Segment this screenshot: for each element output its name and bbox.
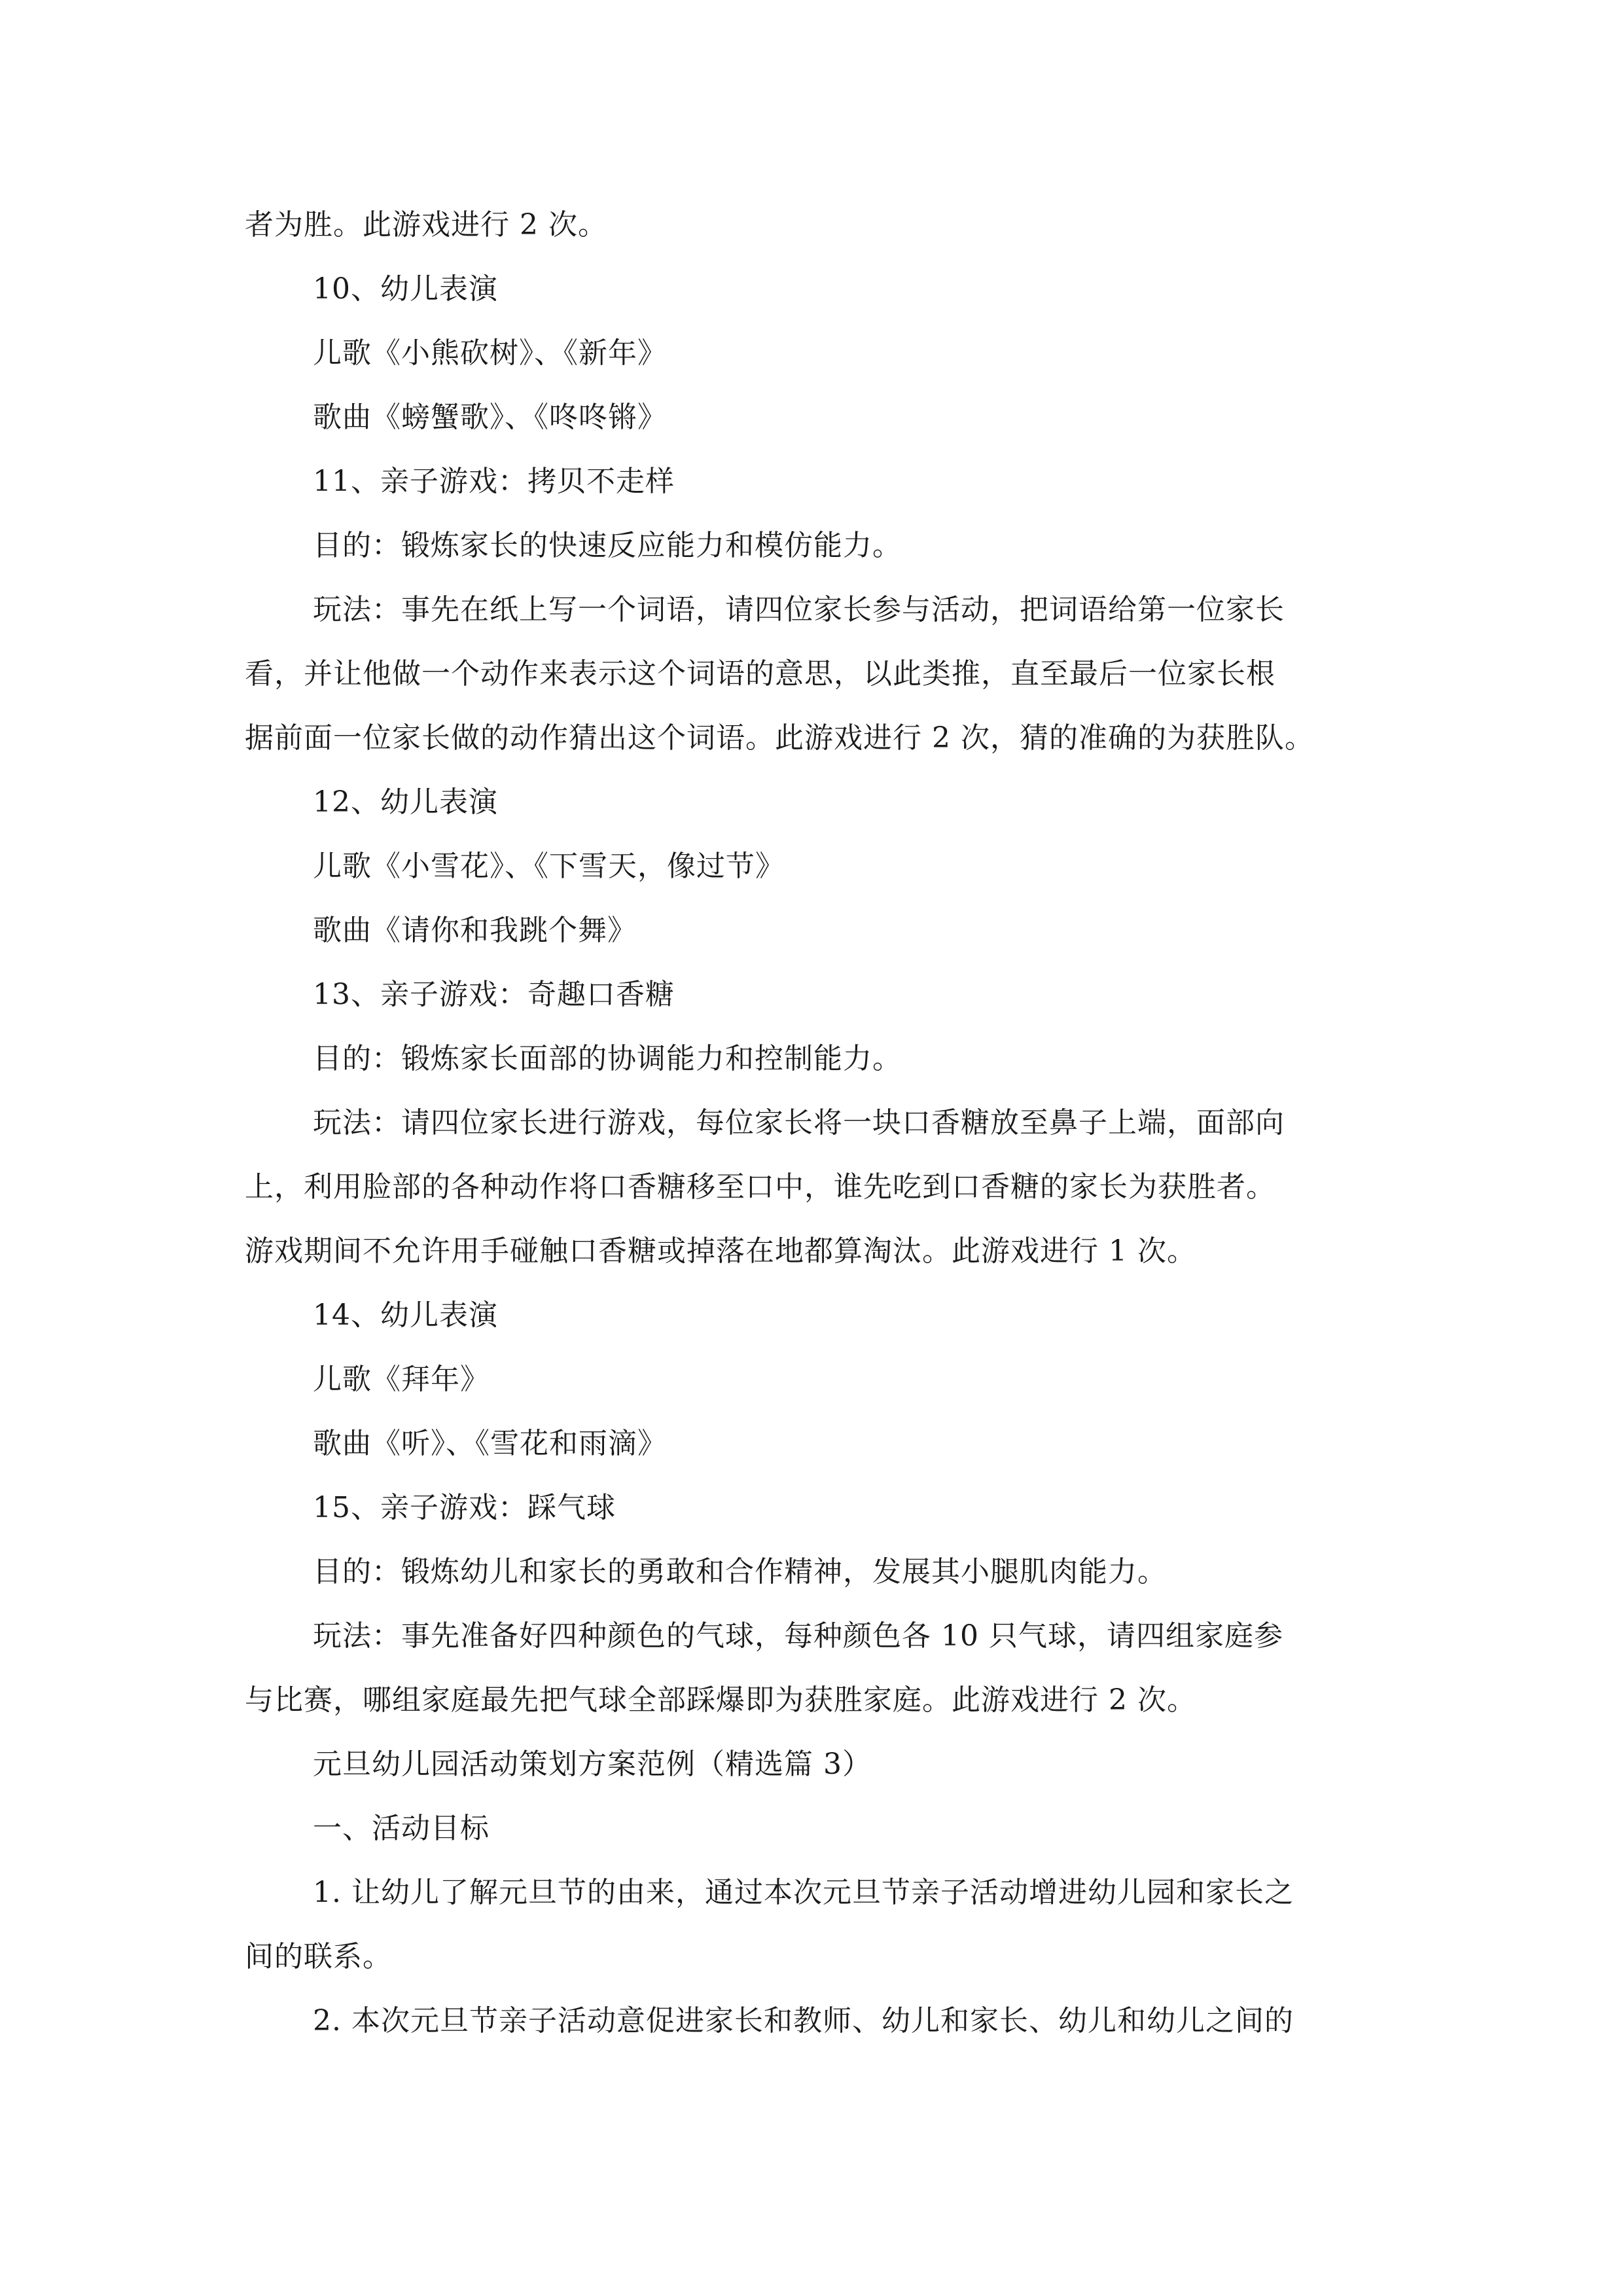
text-line: 儿歌《小雪花》、《下雪天，像过节》 xyxy=(313,850,785,883)
text-line: 游戏期间不允许用手碰触口香糖或掉落在地都算淘汰。此游戏进行 1 次。 xyxy=(245,1234,1196,1268)
text-line: 1. 让幼儿了解元旦节的由来，通过本次元旦节亲子活动增进幼儿园和家长之 xyxy=(313,1876,1294,1909)
text-line: 歌曲《听》、《雪花和雨滴》 xyxy=(313,1427,667,1460)
section-heading: 10、幼儿表演 xyxy=(313,272,498,306)
section-heading: 一、活动目标 xyxy=(313,1812,490,1845)
text-line: 2. 本次元旦节亲子活动意促进家长和教师、幼儿和家长、幼儿和幼儿之间的 xyxy=(313,2004,1294,2037)
section-heading: 15、亲子游戏：踩气球 xyxy=(313,1491,616,1524)
text-line: 上，利用脸部的各种动作将口香糖移至口中，谁先吃到口香糖的家长为获胜者。 xyxy=(245,1170,1275,1204)
section-heading: 14、幼儿表演 xyxy=(313,1299,498,1332)
text-line: 者为胜。此游戏进行 2 次。 xyxy=(245,208,607,242)
text-line: 目的：锻炼家长面部的协调能力和控制能力。 xyxy=(313,1042,902,1075)
section-heading: 13、亲子游戏：奇趣口香糖 xyxy=(313,978,675,1011)
text-line: 儿歌《小熊砍树》、《新年》 xyxy=(313,336,667,370)
text-line: 间的联系。 xyxy=(245,1940,392,1973)
text-line: 玩法：请四位家长进行游戏，每位家长将一块口香糖放至鼻子上端，面部向 xyxy=(313,1106,1285,1139)
text-line: 与比赛，哪组家庭最先把气球全部踩爆即为获胜家庭。此游戏进行 2 次。 xyxy=(245,1683,1196,1717)
text-line: 歌曲《请你和我跳个舞》 xyxy=(313,914,637,947)
text-line: 据前面一位家长做的动作猜出这个词语。此游戏进行 2 次，猜的准确的为获胜队。 xyxy=(245,721,1314,755)
text-line: 歌曲《螃蟹歌》、《咚咚锵》 xyxy=(313,401,667,434)
text-line: 目的：锻炼家长的快速反应能力和模仿能力。 xyxy=(313,529,902,562)
text-line: 儿歌《拜年》 xyxy=(313,1363,490,1396)
section-heading: 11、亲子游戏：拷贝不走样 xyxy=(313,465,675,498)
text-line: 玩法：事先在纸上写一个词语，请四位家长参与活动，把词语给第一位家长 xyxy=(313,593,1285,626)
text-line: 目的：锻炼幼儿和家长的勇敢和合作精神，发展其小腿肌肉能力。 xyxy=(313,1555,1167,1588)
text-line: 玩法：事先准备好四种颜色的气球，每种颜色各 10 只气球，请四组家庭参 xyxy=(313,1619,1283,1653)
text-line: 看，并让他做一个动作来表示这个词语的意思，以此类推，直至最后一位家长根 xyxy=(245,657,1275,691)
section-heading: 12、幼儿表演 xyxy=(313,785,498,819)
section-title: 元旦幼儿园活动策划方案范例（精选篇 3） xyxy=(313,1748,872,1781)
